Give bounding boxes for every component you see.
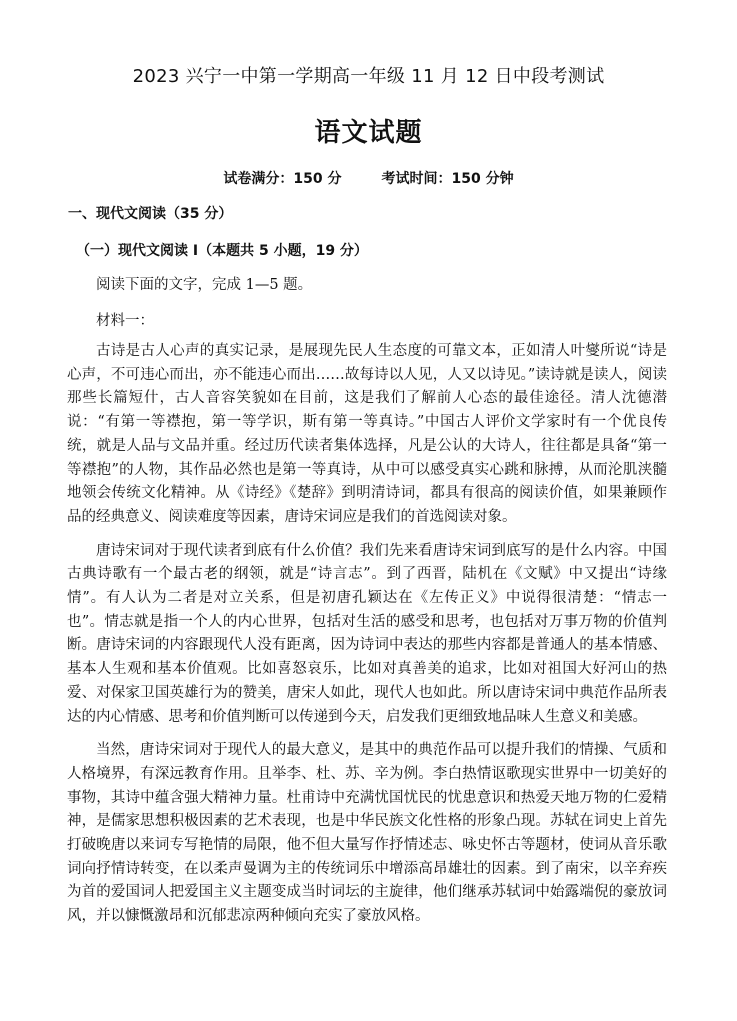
exam-info [0, 168, 737, 188]
material-text [67, 340, 667, 939]
reading-instruction: 阅读下面的文字，完成 1—5 题。 [96, 277, 313, 293]
exam-title: 2023 兴宁一中第一学期高一年级 11 月 12 日中段考测试 [132, 66, 605, 87]
exam-time-label: 考试时间：150 分钟 [381, 171, 514, 187]
section-heading: 一、现代文阅读（35 分） [68, 206, 233, 222]
subject-title: 语文试题 [314, 118, 423, 148]
paragraph: 当然，唐诗宋词对于现代人的最大意义，是其中的典范作品可以提升我们的情操、气质和人格境界，有深远教育作用。且举李、杜、苏、辛为例。李白热情讴歌现实世界中一切美好的事物，其诗中蕴含强大精神力量。杜甫诗中充满忧国忧民的忧患意识和热爱天地万物的仁爱精神，是儒家思想积极因素的艺术表现，也是中华民族文化性格的形象凸现。苏轼在词史上首先打破晚唐以来词专写艳情的局限，他不但大量写作抒情述志、咏史怀古等题材，使词从音乐歌词向抒情诗转变，在以柔声曼调为主的传统词乐中增添高昂雄壮的因素。到了南宋，以辛弃疾为首的爱国词人把爱国主义主题变成当时词坛的主旋律，他们继承苏轼词中始露端倪的豪放词风，并以慷慨激昂和沉郁悲凉两种倾向充实了豪放风格。 [67, 742, 667, 925]
subsection-heading: （一）现代文阅读 I（本题共 5 小题，19 分） [76, 243, 368, 259]
paragraph: 唐诗宋词对于现代读者到底有什么价值？我们先来看唐诗宋词到底写的是什么内容。中国古典诗歌有一个最古老的纲领，就是“诗言志”。到了西晋，陆机在《文赋》中又提出“诗缘情”。有人认为二者是对立关系，但是初唐孔颖达在《左传正义》中说得很清楚：“情志一也”。情志就是指一个人的内心世界，包括对生活的感受和思考，也包括对万事万物的价值判断。唐诗宋词的内容跟现代人没有距离，因为诗词中表达的那些内容都是普通人的基本情感、基本人生观和基本价值观。比如喜怒哀乐，比如对真善美的追求，比如对祖国大好河山的热爱、对保家卫国英雄行为的赞美，唐宋人如此，现代人也如此。所以唐诗宋词中典范作品所表达的内心情感、思考和价值判断可以传递到今天，启发我们更细致地品味人生意义和美感。 [67, 542, 667, 725]
paragraph: 古诗是古人心声的真实记录，是展现先民人生态度的可靠文本，正如清人叶燮所说“诗是心声，不可违心而出，亦不能违心而出……故每诗以人见，人又以诗见。”读诗就是读人，阅读那些长篇短什，古人音容笑貌如在目前，这是我们了解前人心态的最佳途径。清人沈德潜说：“有第一等襟抱，第一等学识，斯有第一等真诗。”中国古人评价文学家时有一个优良传统，就是人品与文品并重。经过历代读者集体选择，凡是公认的大诗人，往往都是具备“第一等襟抱”的人物，其作品必然也是第一等真诗，从中可以感受真实心跳和脉搏，从而沦肌浃髓地领会传统文化精神。从《诗经》《楚辞》到明清诗词，都具有很高的阅读价值，如果兼顾作品的经典意义、阅读难度等因素，唐诗宋词应是我们的首选阅读对象。 [67, 343, 667, 525]
full-score-label: 试卷满分：150 分 [223, 171, 342, 187]
material-label: 材料一： [96, 313, 154, 329]
